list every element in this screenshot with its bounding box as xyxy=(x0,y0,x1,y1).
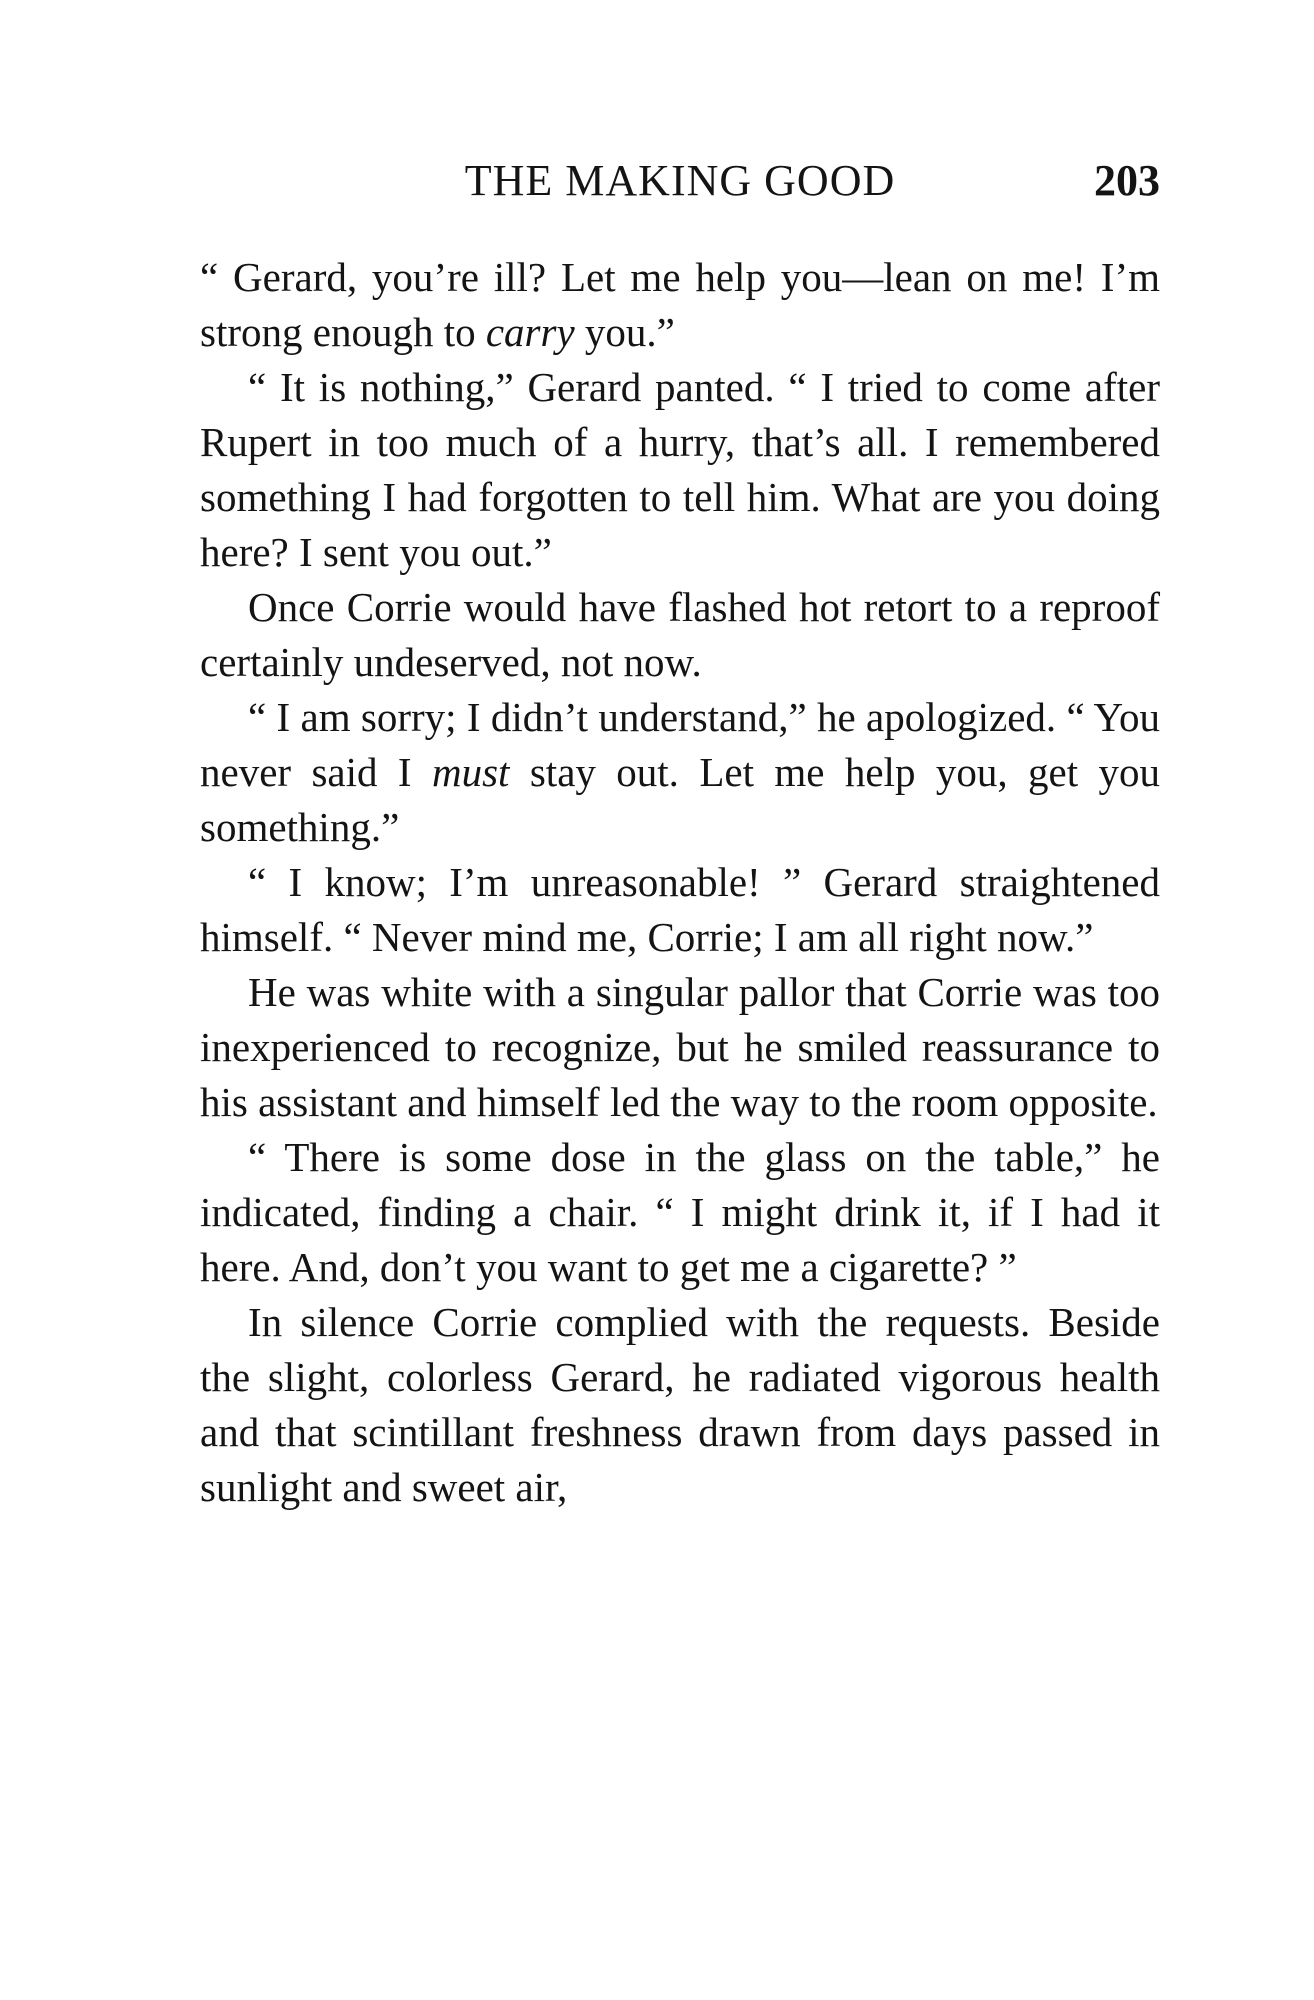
paragraph xyxy=(200,690,1160,855)
text-run: you.” xyxy=(574,309,675,355)
paragraph xyxy=(200,855,1160,965)
paragraph xyxy=(200,580,1160,690)
text-run: stay out. Let me help you, get you something.” xyxy=(200,749,1161,850)
italic-text: carry xyxy=(485,309,575,355)
text-run: “ I am sorry; I didn’t understand,” he apologized. “ You never said I xyxy=(200,694,1160,795)
text-run: “ It is nothing,” Gerard panted. “ I tried to come after Rupert in too much of a hurry, that’s all. I remembered something I had forgotten to tell him. What are you doing here? I sent you out.” xyxy=(200,364,1160,575)
paragraph xyxy=(200,1295,1160,1515)
italic-text: must xyxy=(431,749,510,795)
body-text xyxy=(200,250,1160,1515)
running-title: THE MAKING GOOD xyxy=(464,156,896,205)
paragraph xyxy=(200,1130,1160,1295)
text-run: He was white with a singular pallor that Corrie was too inexperienced to recognize, but he smiled reassurance to his assistant and himself led the way to the room opposite. xyxy=(200,969,1160,1125)
paragraph xyxy=(200,250,1160,360)
paragraph xyxy=(200,965,1160,1130)
paragraph xyxy=(200,360,1160,580)
text-run: In silence Corrie complied with the requests. Beside the slight, colorless Gerard, he radiated vigorous health and that scintillant freshness drawn from days passed in sunlight and sweet air, xyxy=(200,1299,1160,1510)
text-run: “ Gerard, you’re ill? Let me help you—lean on me! I’m strong enough to xyxy=(200,254,1160,355)
text-run: “ There is some dose in the glass on the table,” he indicated, finding a chair. “ I might drink it, if I had it here. And, don’t you want to get me a cigarette? ” xyxy=(200,1134,1160,1290)
page-number: 203 xyxy=(1094,156,1160,205)
page-header xyxy=(200,148,1160,218)
text-run: “ I know; I’m unreasonable! ” Gerard straightened himself. “ Never mind me, Corrie; I am all right now.” xyxy=(200,859,1160,960)
text-run: Once Corrie would have flashed hot retort to a reproof certainly undeserved, not now. xyxy=(200,584,1160,685)
